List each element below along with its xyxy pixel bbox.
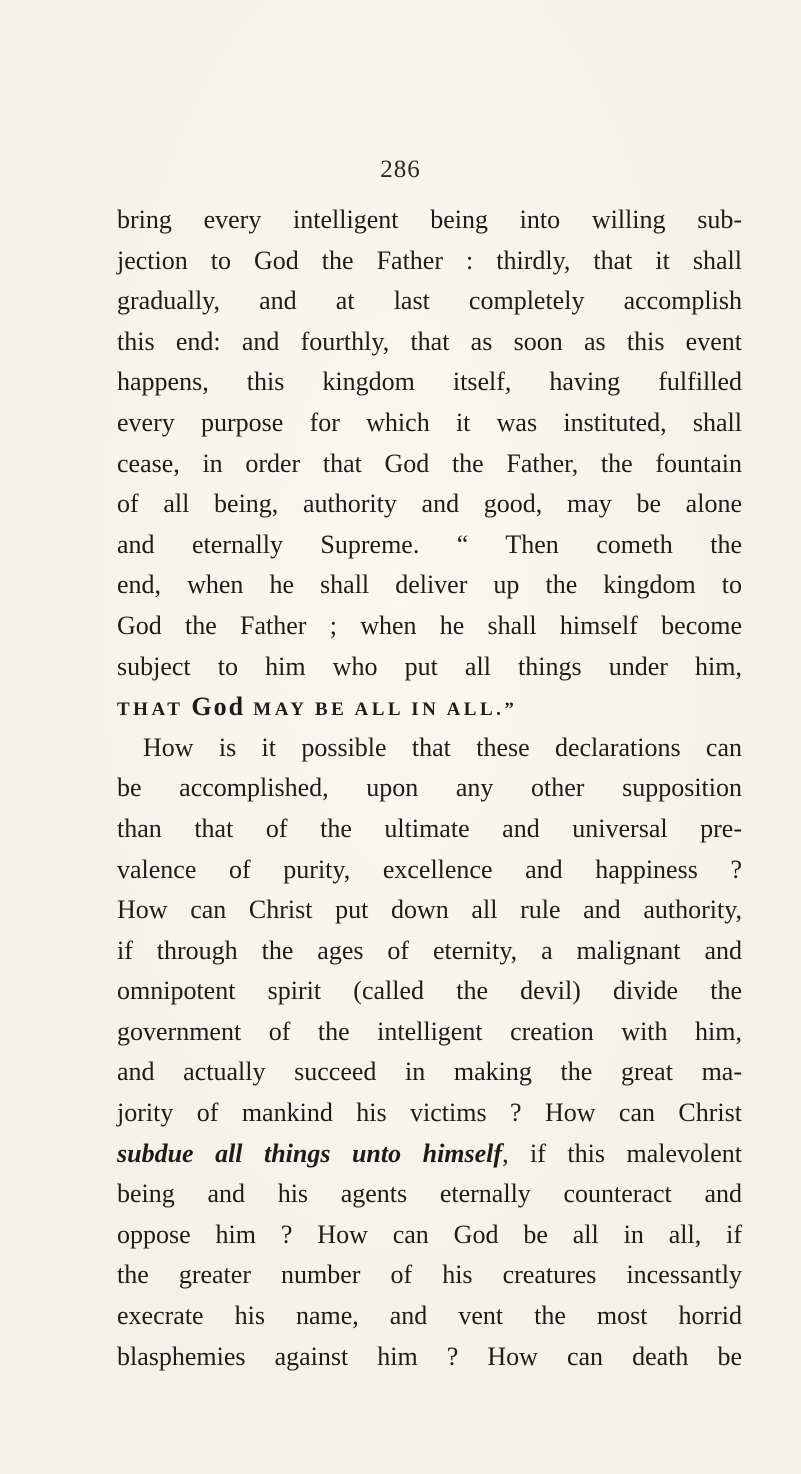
text-line: valence of purity, excellence and happiness ?	[117, 854, 742, 884]
text-line: and actually succeed in making the great ma-	[117, 1057, 742, 1087]
paragraph-start-line: How is it possible that these declarations can	[143, 732, 742, 762]
text-line: execrate his name, and vent the most horrid	[117, 1301, 742, 1331]
text-line: being and his agents eternally counteract and	[117, 1179, 742, 1209]
text-line: cease, in order that God the Father, the fountain	[117, 448, 742, 478]
text-line: and eternally Supreme. “ Then cometh the	[117, 529, 742, 559]
text-line: of all being, authority and good, may be alone	[117, 489, 742, 519]
page-number: 286	[380, 156, 421, 183]
italic-emphasis-line	[117, 1134, 742, 1175]
body-text	[117, 200, 742, 1377]
text-line: jority of mankind his victims ? How can Christ	[117, 1098, 742, 1128]
text-line: blasphemies against him ? How can death be	[117, 1341, 742, 1371]
quotation-line	[117, 687, 742, 728]
text-line: happens, this kingdom itself, having fulfilled	[117, 367, 742, 397]
text-line: bring every intelligent being into willing sub-	[117, 205, 742, 234]
smallcaps-text: MAY BE ALL IN ALL.”	[245, 699, 518, 721]
text-line: every purpose for which it was instituted, shall	[117, 407, 742, 437]
smallcaps-text: THAT	[117, 699, 192, 721]
text-line: jection to God the Father : thirdly, that it shall	[117, 245, 742, 275]
text-fragment: , if this malevolent	[502, 1138, 742, 1168]
italic-phrase: subdue all things unto himself	[117, 1138, 503, 1168]
text-line: be accomplished, upon any other supposition	[117, 773, 742, 803]
text-line: this end: and fourthly, that as soon as this event	[117, 326, 742, 356]
god-word: God	[191, 692, 246, 722]
text-line: How can Christ put down all rule and authority,	[117, 895, 742, 925]
text-line: the greater number of his creatures incessantly	[117, 1260, 742, 1290]
text-line: if through the ages of eternity, a malignant and	[117, 935, 742, 965]
text-line: oppose him ? How can God be all in all, if	[117, 1219, 742, 1249]
text-line: omnipotent spirit (called the devil) divide the	[117, 976, 742, 1006]
text-line: God the Father ; when he shall himself become	[117, 610, 742, 640]
text-line: gradually, and at last completely accomplish	[117, 286, 742, 316]
text-line: government of the intelligent creation with him,	[117, 1016, 742, 1046]
text-line: than that of the ultimate and universal pre-	[117, 813, 742, 843]
text-line: subject to him who put all things under him,	[117, 651, 742, 681]
text-line: end, when he shall deliver up the kingdom to	[117, 570, 742, 600]
